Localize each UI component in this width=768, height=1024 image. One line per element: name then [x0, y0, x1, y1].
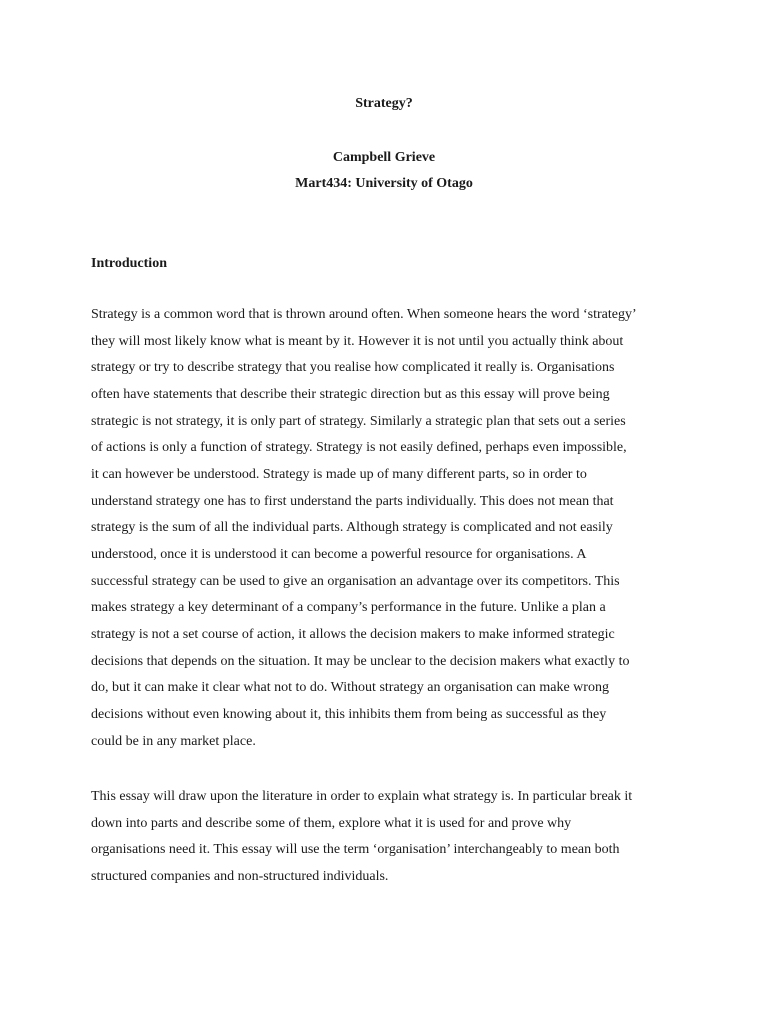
- text-line: often have statements that describe their strategic direction but as this essay will prove being: [91, 386, 610, 402]
- text-line: could be in any market place.: [91, 733, 256, 749]
- section-heading-introduction: Introduction: [91, 256, 167, 271]
- text-line: it can however be understood. Strategy is made up of many different parts, so in order to: [91, 466, 587, 482]
- text-line: decisions without even knowing about it, this inhibits them from being as successful as they: [91, 706, 607, 722]
- text-line: strategy is the sum of all the individual parts. Although strategy is complicated and not easily: [91, 520, 613, 536]
- text-line: down into parts and describe some of them, explore what it is used for and prove why: [91, 815, 572, 831]
- text-line: understood, once it is understood it can become a powerful resource for organisations. A: [91, 546, 587, 562]
- text-line: successful strategy can be used to give an organisation an advantage over its competitors. This: [91, 573, 620, 589]
- author-name: Campbell Grieve: [332, 150, 436, 165]
- course-affiliation: Mart434: University of Otago: [295, 176, 473, 191]
- text-line: strategic is not strategy, it is only part of strategy. Similarly a strategic plan that sets out a series: [91, 413, 626, 429]
- paragraph-1: [91, 302, 676, 755]
- text-line: makes strategy a key determinant of a company’s performance in the future. Unlike a plan a: [91, 600, 606, 616]
- text-line: organisations need it. This essay will use the term ‘organisation’ interchangeably to mean both: [91, 842, 620, 858]
- text-line: understand strategy one has to first understand the parts individually. This does not mean that: [91, 493, 614, 509]
- text-line: This essay will draw upon the literature in order to explain what strategy is. In particular break it: [91, 789, 633, 804]
- text-line: do, but it can make it clear what not to do. Without strategy an organisation can make wrong: [91, 680, 609, 696]
- text-line: decisions that depends on the situation. It may be unclear to the decision makers what exactly to: [91, 653, 630, 669]
- document-title: Strategy?: [355, 96, 413, 111]
- text-line: of actions is only a function of strategy. Strategy is not easily defined, perhaps even impossible,: [91, 440, 627, 456]
- text-line: they will most likely know what is meant by it. However it is not until you actually think about: [91, 333, 624, 349]
- text-line: strategy or try to describe strategy that you realise how complicated it really is. Organisations: [91, 360, 615, 376]
- text-line: structured companies and non-structured individuals.: [91, 868, 389, 884]
- text-line: Strategy is a common word that is thrown around often. When someone hears the word ‘strategy’: [91, 307, 637, 322]
- text-line: strategy is not a set course of action, it allows the decision makers to make informed strategic: [91, 626, 615, 642]
- paragraph-2: [91, 784, 676, 891]
